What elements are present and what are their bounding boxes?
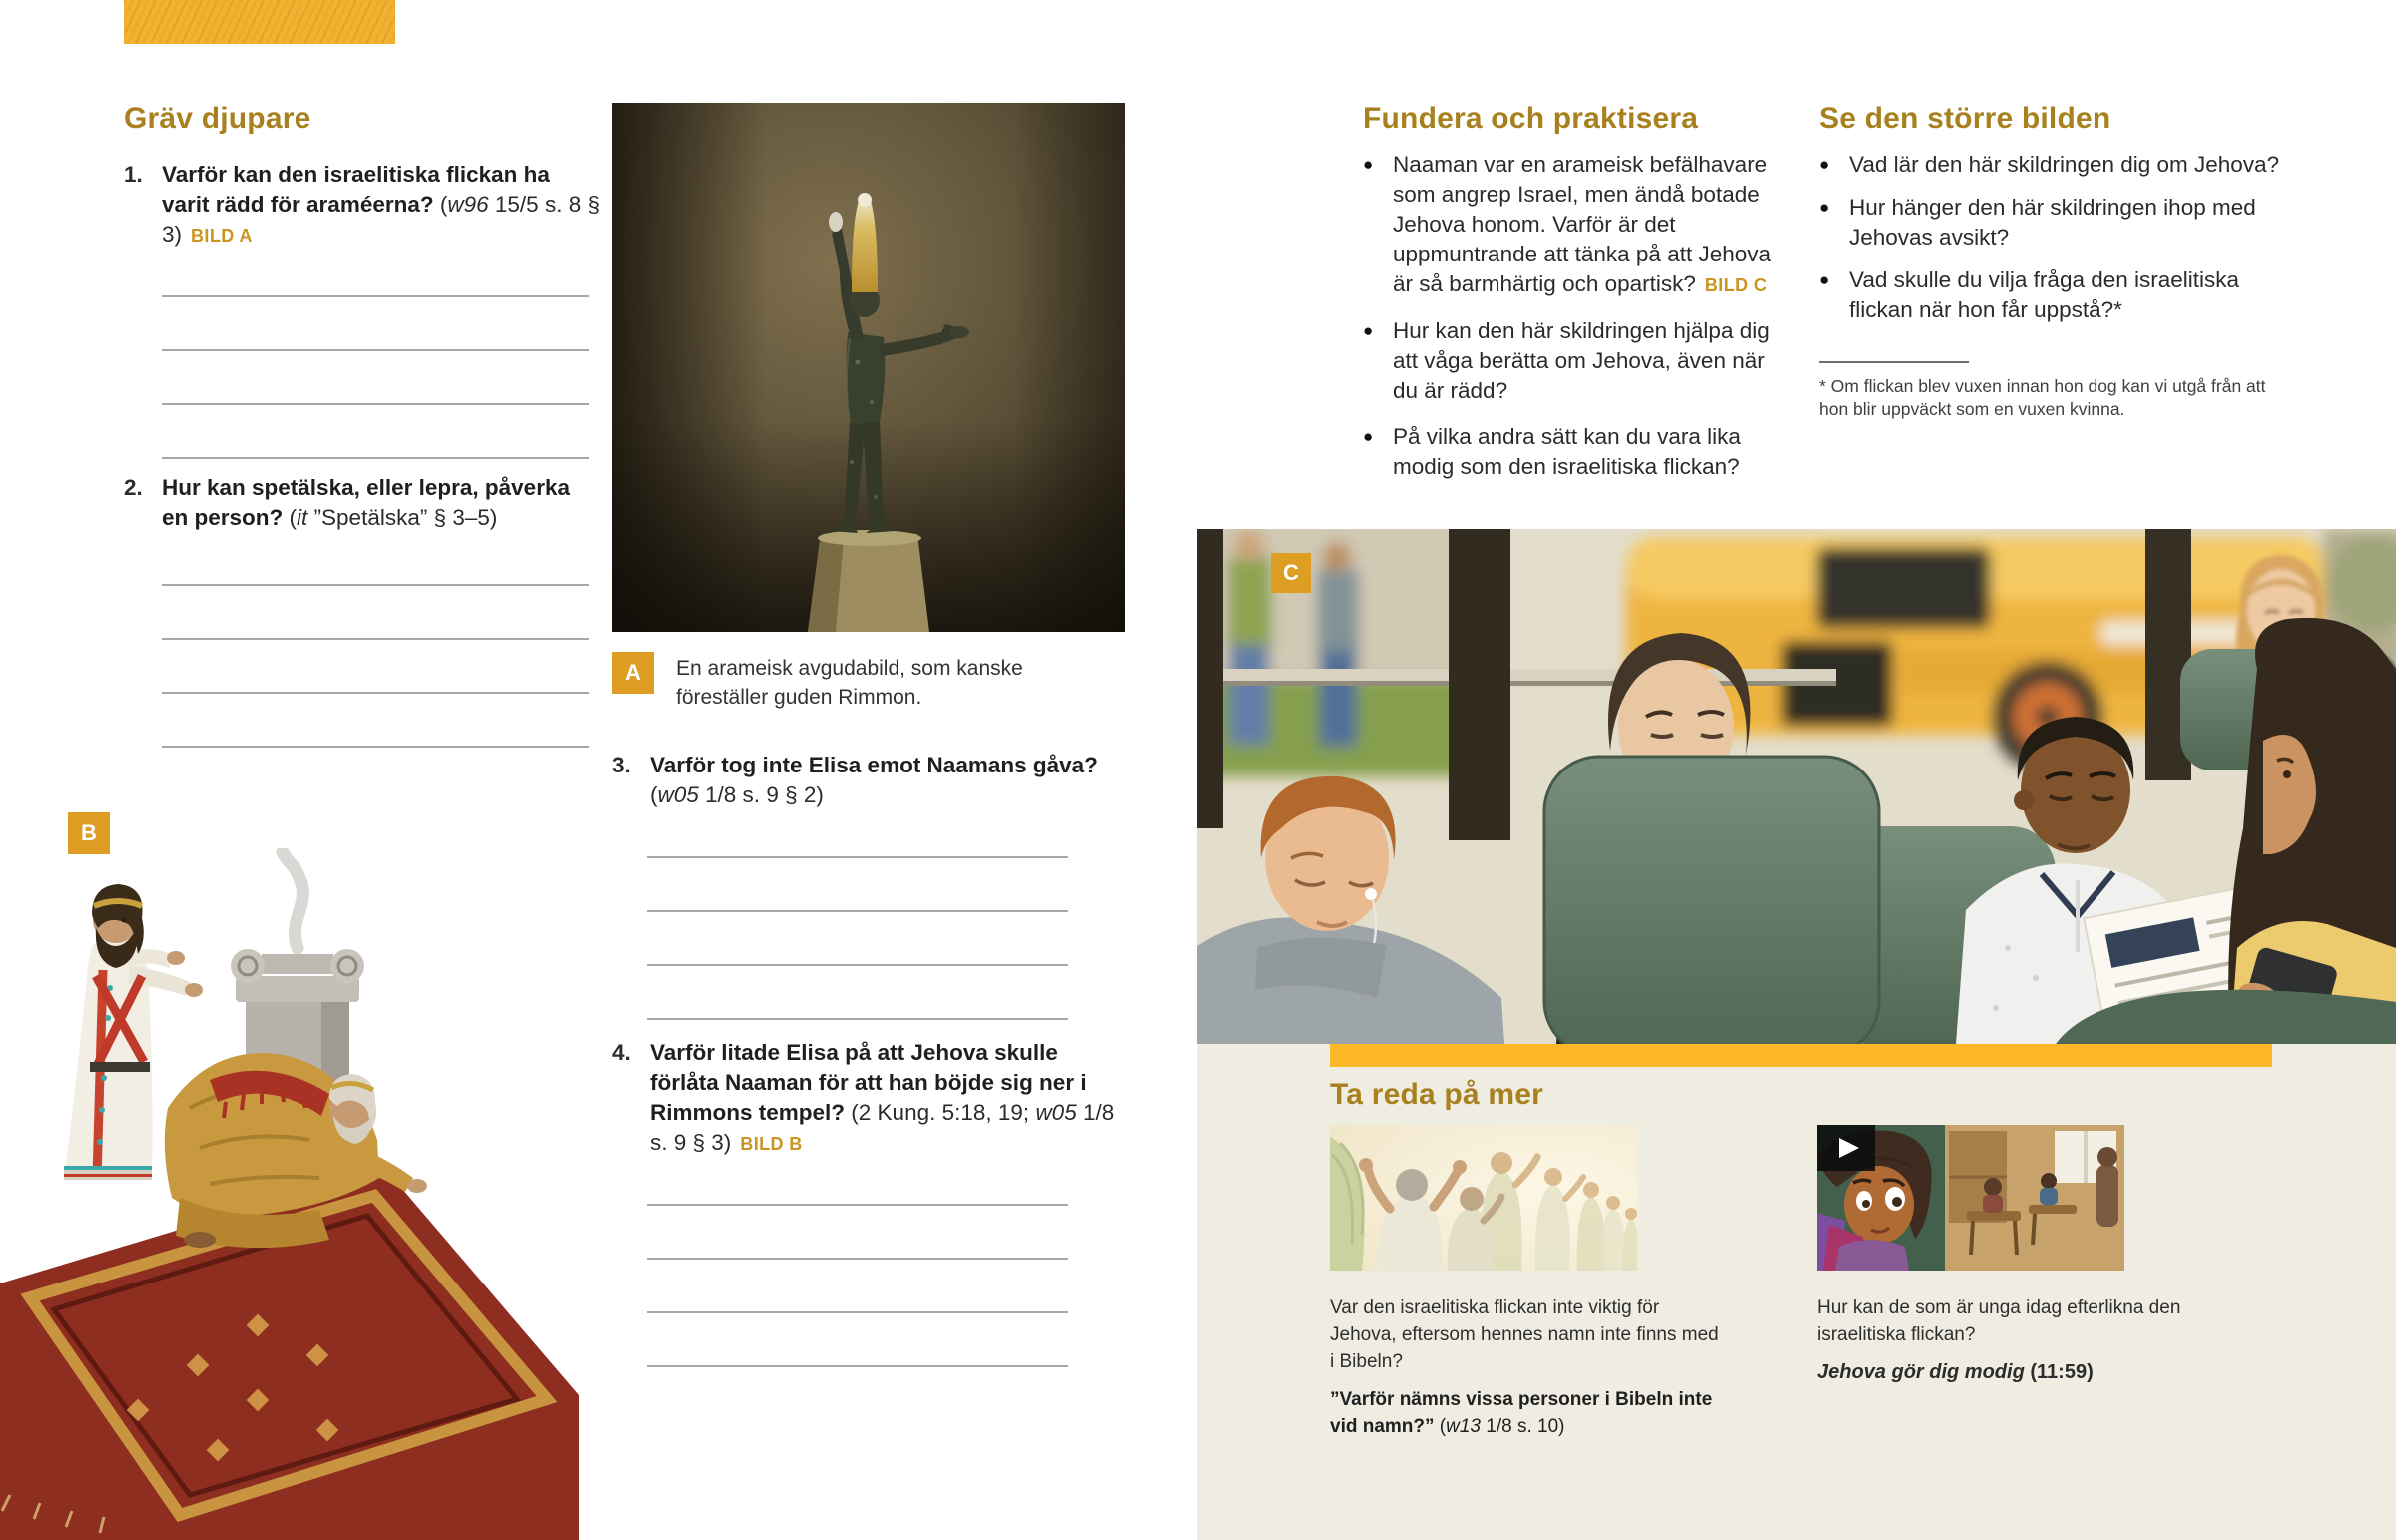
bullet-icon: ● [1363, 155, 1374, 174]
bus-scene-illustration [1197, 529, 2396, 1044]
question-number: 2. [124, 475, 143, 500]
bullet-text: Vad lär den här skildringen dig om Jehova? [1849, 152, 2280, 177]
section-title-ponder: Fundera och praktisera [1363, 102, 1699, 135]
bullet-icon: ● [1363, 427, 1374, 446]
footnote: * Om flickan blev vuxen innan hon dog kan vi utgå från att hon blir uppväckt som en vuxen kvinna. [1819, 376, 2266, 419]
learn-more-question: Var den israelitiska flickan inte viktig för Jehova, eftersom hennes namn inte finns med i Bibeln? [1330, 1297, 1719, 1372]
footnote-separator [1819, 361, 1969, 363]
section-title-big-picture: Se den större bilden [1819, 102, 2111, 135]
answer-line [647, 1018, 1068, 1020]
bild-b-link[interactable]: BILD B [740, 1134, 803, 1154]
bullet-item [1363, 150, 1794, 300]
learn-more-question: Hur kan de som är unga idag efterlikna den israelitiska flickan? [1817, 1297, 2181, 1345]
decorative-top-band [124, 0, 395, 44]
answer-line [162, 584, 589, 586]
smoke [283, 852, 302, 948]
question-text [162, 473, 601, 533]
question-text [162, 160, 601, 251]
big-picture-bullets [1819, 150, 2298, 338]
illustration-rimmon-temple [0, 848, 579, 1540]
image-label-b: B [68, 812, 110, 854]
article-link[interactable]: ”Varför nämns vissa personer i Bibeln inte vid namn?” (w13 1/8 s. 10) [1330, 1389, 1713, 1437]
question-2 [124, 473, 601, 533]
bullet-icon: ● [1819, 198, 1830, 217]
question-number: 4. [612, 1040, 631, 1065]
answer-line [162, 638, 589, 640]
reference: (w05 1/8 s. 9 § 2) [650, 782, 824, 807]
question-bold: Varför kan den israelitiska flickan ha varit rädd för araméerna? [162, 162, 550, 217]
ponder-bullets [1363, 150, 1794, 498]
thumbnail-video[interactable] [1817, 1125, 2124, 1271]
bullet-text: På vilka andra sätt kan du vara lika modig som den israelitiska flickan? [1393, 424, 1741, 479]
section-title-learn-more: Ta reda på mer [1330, 1078, 1544, 1111]
answer-line [647, 1311, 1068, 1313]
answer-line [647, 1365, 1068, 1367]
bible-scene-illustration [0, 848, 579, 1540]
bullet-icon: ● [1819, 270, 1830, 289]
video-link[interactable]: Jehova gör dig modig (11:59) [1817, 1361, 2094, 1383]
image-a-caption: En arameisk avgudabild, som kanske föreställer guden Rimmon. [676, 657, 1023, 709]
question-text [650, 751, 1111, 810]
question-3 [612, 751, 1125, 810]
bild-a-link[interactable]: BILD A [191, 226, 253, 246]
yellow-accent-bar [1330, 1044, 2272, 1067]
bild-c-link[interactable]: BILD C [1704, 275, 1768, 295]
answer-line [162, 692, 589, 694]
answer-line [647, 964, 1068, 966]
bullet-text: Naaman var en arameisk befälhavare som angrep Israel, men ändå botade Jehova honom. Varför är det uppmuntrande att tänka på att Jehova är så barmhärtig och opartisk? [1393, 152, 1772, 296]
bullet-text: Hur hänger den här skildringen ihop med Jehovas avsikt? [1849, 195, 2256, 250]
resurrection-artwork [1330, 1125, 1637, 1271]
learn-more-item-1 [1330, 1294, 1727, 1440]
image-label-c: C [1271, 553, 1311, 593]
image-label-a: A [612, 652, 654, 694]
question-1 [124, 160, 601, 251]
answer-line [162, 403, 589, 405]
bullet-icon: ● [1363, 321, 1374, 340]
answer-line [162, 295, 589, 297]
photo-aramean-idol [612, 103, 1125, 632]
bullet-item [1819, 193, 2298, 253]
question-4 [612, 1038, 1125, 1159]
bullet-text: Hur kan den här skildringen hjälpa dig att våga berätta om Jehova, även när du är rädd? [1393, 318, 1770, 403]
answer-line [162, 746, 589, 748]
photo-teens-on-bus [1197, 529, 2396, 1044]
answer-line [647, 910, 1068, 912]
bullet-item [1819, 265, 2298, 325]
answer-line [647, 1204, 1068, 1206]
bullet-icon: ● [1819, 155, 1830, 174]
thumbnail-article[interactable] [1330, 1125, 1637, 1271]
bullet-item [1363, 422, 1794, 482]
learn-more-panel [1197, 1044, 2396, 1540]
question-number: 1. [124, 162, 143, 187]
reference: (2 Kung. 5:18, 19; w05 1/8 s. 9 § 3) [650, 1100, 1115, 1155]
answer-line [162, 349, 589, 351]
bullet-text: Vad skulle du vilja fråga den israelitiska flickan när hon får uppstå?* [1849, 267, 2240, 322]
answer-line [647, 1258, 1068, 1260]
bullet-item [1819, 150, 2298, 180]
bullet-item [1363, 316, 1794, 406]
idol-illustration [612, 103, 1125, 632]
section-title-dig-deeper: Gräv djupare [124, 102, 311, 135]
question-bold: Varför litade Elisa på att Jehova skulle förlåta Naaman för att han böjde sig ner i Rimmons tempel? [650, 1040, 1087, 1125]
video-still-classroom [1817, 1125, 2124, 1271]
question-bold: Hur kan spetälska, eller lepra, påverka en person? [162, 475, 570, 530]
question-number: 3. [612, 753, 631, 777]
reference: (it ”Spetälska” § 3–5) [289, 505, 498, 530]
question-bold: Varför tog inte Elisa emot Naamans gåva? [650, 753, 1098, 777]
answer-line [162, 457, 589, 459]
reference: (w96 15/5 s. 8 § 3) [162, 192, 600, 247]
question-text [650, 1038, 1125, 1159]
learn-more-item-2 [1817, 1294, 2214, 1386]
answer-line [647, 856, 1068, 858]
